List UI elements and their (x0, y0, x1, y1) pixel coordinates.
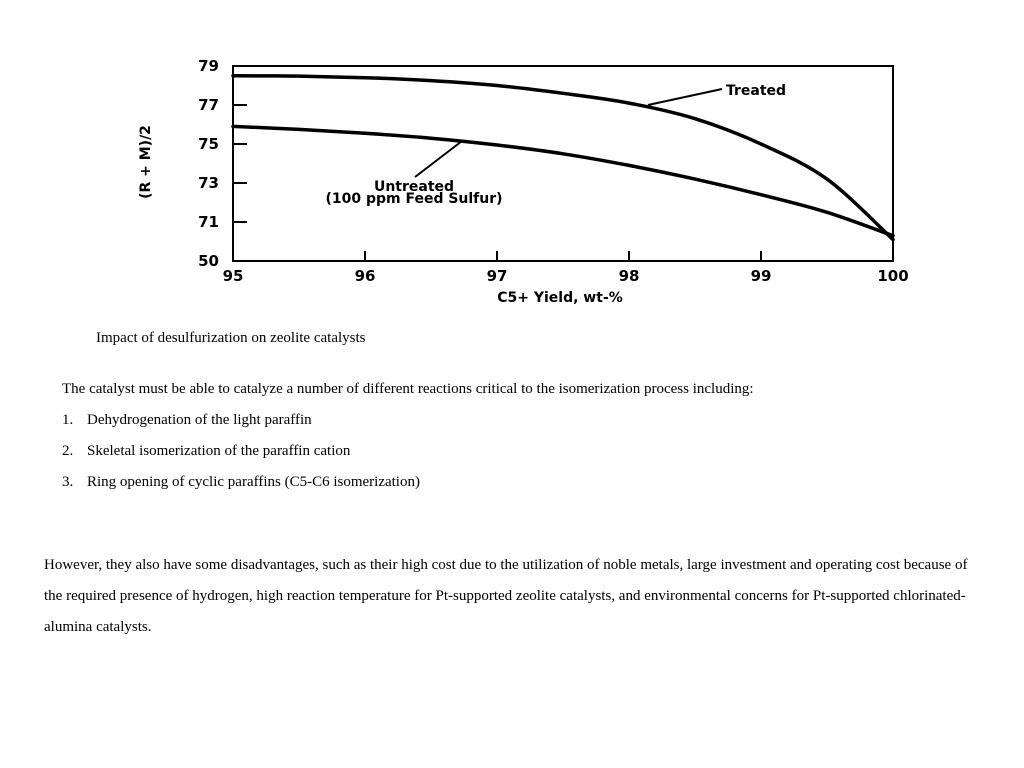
treated-series-line (233, 76, 893, 240)
y-tick-label: 79 (198, 57, 219, 75)
y-axis-ticks (198, 57, 247, 270)
y-tick-label: 71 (198, 213, 219, 231)
y-tick-label: 50 (198, 252, 219, 270)
treated-leader-line (648, 89, 722, 105)
figure-caption: Impact of desulfurization on zeolite catalysts (96, 330, 366, 346)
x-axis-ticks (223, 251, 909, 285)
yield-octane-chart (0, 0, 1024, 320)
y-tick-label: 73 (198, 174, 219, 192)
list-text: Ring opening of cyclic paraffins (C5-C6 isomerization) (87, 474, 420, 490)
list-text: Dehydrogenation of the light paraffin (87, 412, 312, 428)
x-axis-title: C5+ Yield, wt-% (497, 290, 623, 306)
y-tick-label: 77 (198, 96, 219, 114)
reaction-steps-list (62, 412, 420, 505)
list-text: Skeletal isomerization of the paraffin cation (87, 443, 351, 459)
untreated-annotation-line2: (100 ppm Feed Sulfur) (325, 191, 503, 207)
untreated-series-line (233, 126, 893, 235)
y-axis-title: (R + M)/2 (138, 125, 154, 199)
treated-annotation: Treated (726, 83, 787, 99)
y-tick-label: 75 (198, 135, 219, 153)
untreated-annotation-line1: Untreated (373, 179, 455, 195)
x-tick-label: 99 (750, 267, 772, 285)
disadvantages-paragraph: However, they also have some disadvantages, such as their high cost due to the utilization of noble metals, large investment and operating cost because of the required presence of hydrogen, high reaction temperature for Pt-supported zeolite catalysts, and environmental concerns for Pt-supported chlorinated-alumina catalysts. (44, 557, 968, 635)
intro-sentence: The catalyst must be able to catalyze a number of different reactions critical to the isomerization process including: (62, 381, 754, 397)
list-number: 3. (62, 474, 74, 490)
list-item (62, 474, 420, 505)
list-item (62, 412, 420, 443)
x-tick-label: 100 (877, 267, 909, 285)
list-number: 2. (62, 443, 74, 459)
x-tick-label: 95 (222, 267, 244, 285)
x-tick-label: 96 (354, 267, 376, 285)
series-lines (233, 76, 893, 240)
list-item (62, 443, 420, 474)
untreated-leader-line (415, 141, 462, 177)
plot-frame (233, 66, 893, 261)
x-tick-label: 97 (486, 267, 508, 285)
list-number: 1. (62, 412, 74, 428)
x-tick-label: 98 (618, 267, 640, 285)
